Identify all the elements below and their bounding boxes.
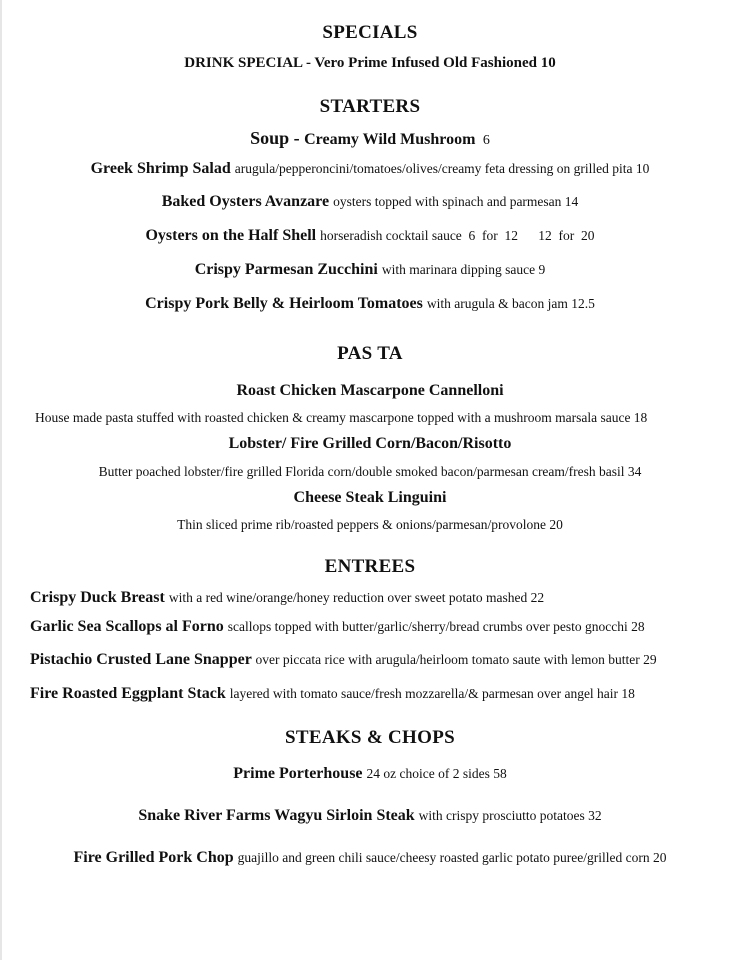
steaks-heading: STEAKS & CHOPS [285, 727, 455, 748]
item-name: Baked Oysters Avanzare [161, 193, 330, 210]
item-desc: guajillo and green chili sauce/cheesy roasted garlic potato puree/grilled corn 20 [237, 850, 667, 865]
menu-item-lobster-risotto-desc: Butter poached lobster/fire grilled Florida corn/double smoked bacon/parmesan cream/fresh basil 34 [98, 464, 642, 479]
item-name: Oysters on the Half Shell [145, 227, 317, 244]
item-name: Prime Porterhouse [233, 765, 363, 782]
item-name: Crispy Duck Breast [30, 589, 165, 606]
item-desc: 24 oz choice of 2 sides 58 [366, 766, 507, 781]
item-name: Pistachio Crusted Lane Snapper [30, 651, 252, 668]
menu-item-lane-snapper [30, 651, 657, 669]
item-name: Snake River Farms Wagyu Sirloin Steak [138, 807, 415, 824]
menu-item-duck-breast [30, 589, 544, 607]
item-name: Crispy Parmesan Zucchini [194, 261, 378, 278]
item-name: Crispy Pork Belly & Heirloom Tomatoes [145, 295, 423, 312]
item-desc: with a red wine/orange/honey reduction over sweet potato mashed 22 [168, 590, 545, 605]
starters-heading: STARTERS [319, 96, 421, 117]
menu-item-greek-shrimp-salad [0, 160, 740, 178]
menu-item-cheese-steak-desc: Thin sliced prime rib/roasted peppers & onions/parmesan/provolone 20 [177, 517, 563, 532]
item-name: Fire Roasted Eggplant Stack [30, 685, 226, 702]
menu-item-eggplant-stack [30, 685, 635, 703]
drink-special: DRINK SPECIAL - Vero Prime Infused Old Fashioned 10 [184, 55, 556, 71]
menu-item-lobster-risotto-name: Lobster/ Fire Grilled Corn/Bacon/Risotto [228, 435, 512, 452]
menu-item-soup [0, 128, 740, 149]
soup-price: 6 [482, 133, 490, 148]
menu-item-parmesan-zucchini [0, 261, 740, 279]
item-name: Garlic Sea Scallops al Forno [30, 618, 224, 635]
item-desc: scallops topped with butter/garlic/sherry/bread crumbs over pesto gnocchi 28 [227, 619, 645, 634]
item-desc: oysters topped with spinach and parmesan 14 [333, 194, 579, 209]
pasta-heading: PAS TA [337, 343, 403, 364]
menu-item-oysters-half-shell [0, 227, 740, 245]
menu-item-pork-belly [0, 295, 740, 313]
menu-item-cannelloni-desc: House made pasta stuffed with roasted chicken & creamy mascarpone topped with a mushroom marsala sauce 18 [35, 410, 648, 425]
item-desc: horseradish cocktail sauce 6 for 12 12 for 20 [320, 228, 595, 243]
soup-name: Creamy Wild Mushroom [304, 131, 476, 148]
item-name: Fire Grilled Pork Chop [73, 849, 234, 866]
menu-item-pork-chop [0, 849, 740, 867]
menu-item-sea-scallops [30, 618, 645, 636]
item-desc: layered with tomato sauce/fresh mozzarella/& parmesan over angel hair 18 [229, 686, 635, 701]
entrees-heading: ENTREES [324, 556, 416, 577]
menu-item-cheese-steak-name: Cheese Steak Linguini [293, 489, 447, 506]
item-desc: with marinara dipping sauce 9 [381, 262, 546, 277]
menu-item-cannelloni-name: Roast Chicken Mascarpone Cannelloni [236, 382, 504, 399]
item-desc: arugula/pepperoncini/tomatoes/olives/creamy feta dressing on grilled pita 10 [234, 161, 650, 176]
menu-item-wagyu-sirloin [0, 807, 740, 825]
item-desc: with arugula & bacon jam 12.5 [426, 296, 595, 311]
item-desc: with crispy prosciutto potatoes 32 [418, 808, 602, 823]
menu-item-baked-oysters [0, 193, 740, 211]
item-desc: over piccata rice with arugula/heirloom tomato saute with lemon butter 29 [255, 652, 657, 667]
soup-label: Soup - [250, 128, 305, 148]
menu-item-porterhouse [0, 765, 740, 783]
item-name: Greek Shrimp Salad [90, 160, 231, 177]
specials-heading: SPECIALS [322, 22, 418, 43]
